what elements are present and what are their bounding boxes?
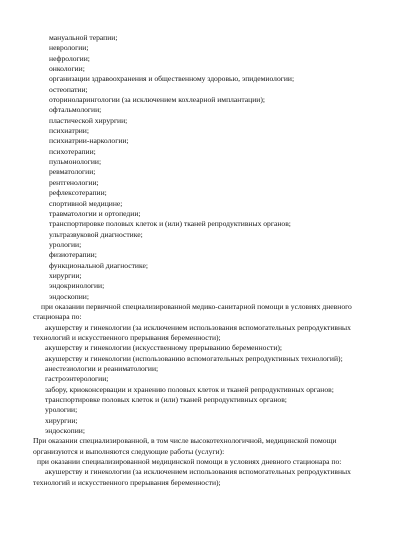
text-line: офтальмологии; (49, 105, 102, 115)
text-line: пластической хирургии; (49, 115, 128, 125)
text-line: организации здравоохранения и общественному здоровью, эпидемиологии; (49, 74, 295, 84)
text-line: ультразвуковой диагностике; (49, 229, 143, 239)
text-line: урологии; (45, 405, 78, 415)
text-line: психиатрии-наркологии; (49, 136, 129, 146)
text-line: технологий и искусственного прерывания беременности); (33, 332, 221, 342)
text-line: ревматологии; (49, 167, 96, 177)
section-heading-line: при оказании специализированной медицинской помощи в условиях дневного стационара по: (37, 457, 342, 467)
text-line: рефлексотерапии; (49, 188, 107, 198)
text-line: анестезиологии и реаниматологии; (45, 364, 159, 373)
text-line: транспортировке половых клеток и (или) тканей репродуктивных органов; (45, 395, 287, 405)
text-line: забору, криоконсервации и хранению половых клеток и тканей репродуктивных органов; (45, 384, 334, 394)
text-line: хирургии; (49, 270, 82, 280)
text-line: остеопатии; (49, 84, 88, 94)
text-line: акушерству и гинекологии (за исключением использования вспомогательных репродуктивных (45, 322, 351, 332)
text-line: акушерству и гинекологии (использованию вспомогательных репродуктивных технологий); (45, 353, 343, 363)
section-heading-line: при оказании первичной специализированной медико-санитарной помощи в условиях дневного (41, 301, 352, 311)
text-line: эндоскопии; (45, 426, 85, 436)
paragraph-line: При оказании специализированной, в том числе высокотехнологичной, медицинской помощи (33, 436, 337, 446)
text-line: технологий и искусственного прерывания беременности); (33, 477, 221, 487)
paragraph-line: организуются и выполняются следующие работы (услуги): (33, 446, 225, 456)
text-line: онкологии; (49, 64, 85, 74)
text-line: функциональной диагностике; (49, 260, 148, 270)
text-line: оториноларингологии (за исключением кохлеарной имплантации); (49, 95, 265, 105)
text-line: транспортировке половых клеток и (или) тканей репродуктивных органов; (49, 219, 291, 229)
text-line: рентгенологии; (49, 177, 99, 187)
document-text (0, 33, 400, 488)
text-line: эндокринологии; (49, 281, 105, 291)
text-line: пульмонологии; (49, 157, 102, 167)
text-line: акушерству и гинекологии (искусственному прерыванию беременности); (45, 343, 283, 353)
text-line: физиотерапии; (49, 250, 97, 260)
text-line: психотерапии; (49, 146, 96, 156)
text-line: нефрологии; (49, 53, 90, 63)
text-line: психиатрии; (49, 126, 89, 136)
text-line: гастроэнтерологии; (45, 374, 109, 384)
text-line: урологии; (49, 239, 82, 249)
text-line: спортивной медицине; (49, 198, 123, 208)
text-line: эндоскопии; (49, 291, 89, 301)
text-line: мануальной терапии; (49, 33, 118, 42)
text-line: стационара по: (33, 312, 82, 322)
text-line: травматологии и ортопедии; (49, 208, 141, 218)
text-line: акушерству и гинекологии (за исключением использования вспомогательных репродуктивных (45, 467, 351, 477)
text-line: хирургии; (45, 415, 78, 425)
text-line: неврологии; (49, 43, 89, 53)
